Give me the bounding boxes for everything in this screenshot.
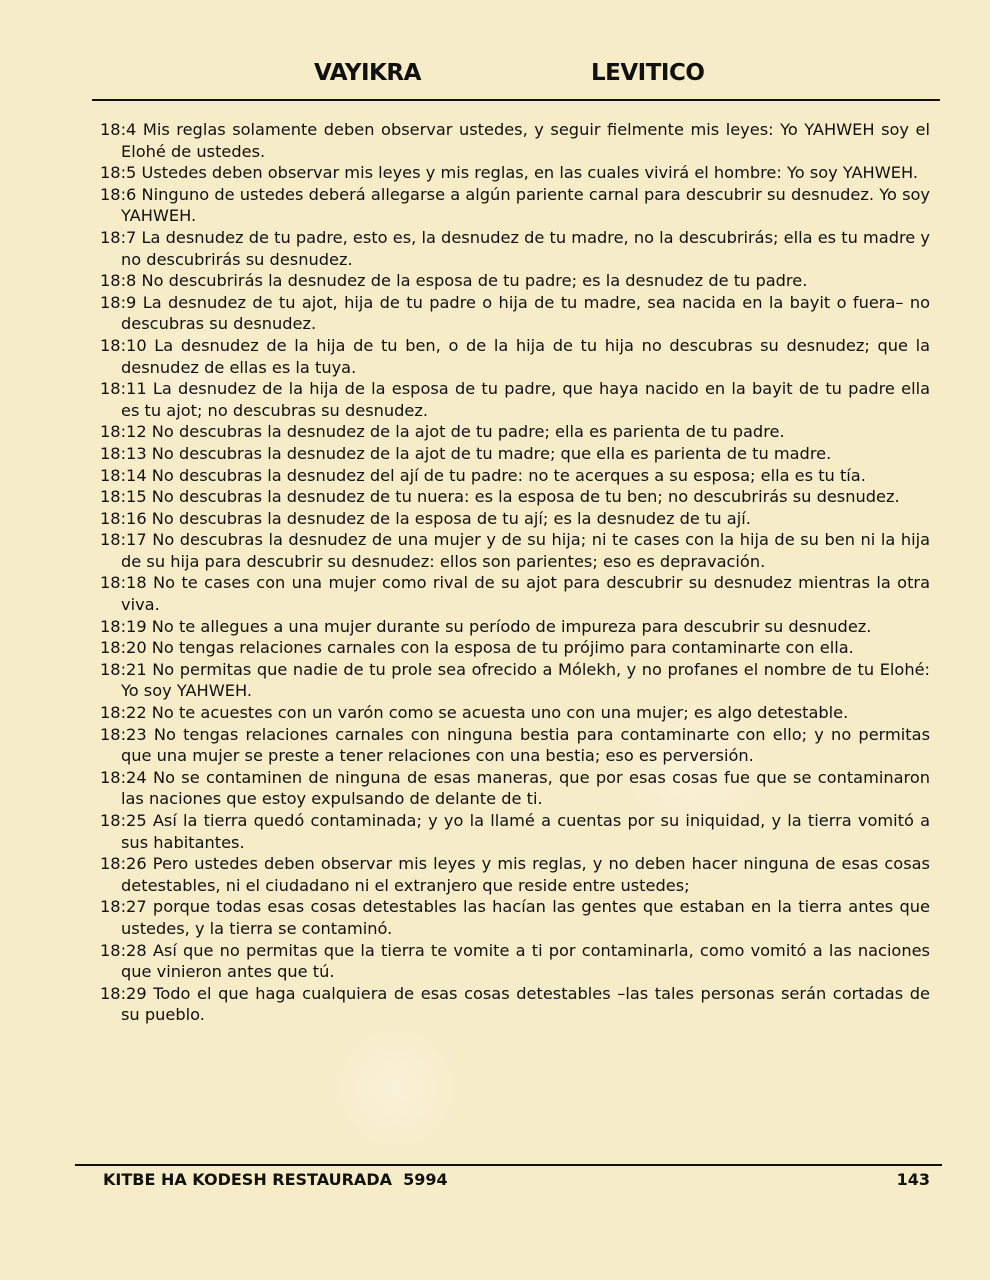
verse: 18:23 No tengas relaciones carnales con ninguna bestia para contaminarte con ello; y no permitas que una mujer se preste a tener relaciones con una bestia; eso es perversión. — [100, 724, 930, 766]
verse: 18:16 No descubras la desnudez de la esposa de tu ají; es la desnudez de tu ají. — [100, 508, 751, 528]
verse: 18:29 Todo el que haga cualquiera de esas cosas detestables –las tales personas serán cortadas de su pueblo. — [100, 983, 930, 1025]
verse: 18:17 No descubras la desnudez de una mujer y de su hija; ni te cases con la hija de su ben ni la hija de su hija para descubrir su desnudez: ellos son parientes; eso es depravación. — [100, 530, 930, 571]
verse-list — [100, 119, 930, 1026]
verse: 18:4 Mis reglas solamente deben observar ustedes, y seguir fielmente mis leyes: Yo YAHWEH soy el Elohé de ustedes. — [100, 120, 930, 161]
page-footer — [103, 1170, 930, 1194]
verse: 18:27 porque todas esas cosas detestables las hacían las gentes que estaban en la tierra antes que ustedes, y la tierra se contaminó. — [100, 897, 930, 938]
verse: 18:14 No descubras la desnudez del ají de tu padre: no te acerques a su esposa; ella es tu tía. — [100, 465, 866, 485]
verse: 18:10 La desnudez de la hija de tu ben, o de la hija de tu hija no descubras su desnudez; que la desnudez de ellas es la tuya. — [100, 335, 930, 377]
verse: 18:5 Ustedes deben observar mis leyes y mis reglas, en las cuales vivirá el hombre: Yo soy YAHWEH. — [100, 163, 918, 183]
verse: 18:21 No permitas que nadie de tu prole sea ofrecido a Mólekh, y no profanes el nombre de tu Elohé: Yo soy YAHWEH. — [100, 659, 930, 701]
footer-divider — [75, 1164, 942, 1166]
verse: 18:22 No te acuestes con un varón como se acuesta uno con una mujer; es algo detestable. — [100, 703, 849, 723]
verse: 18:15 No descubras la desnudez de tu nuera: es la esposa de tu ben; no descubrirás su desnudez. — [100, 487, 900, 507]
page-header — [0, 56, 990, 92]
header-divider — [92, 99, 940, 101]
verse: 18:7 La desnudez de tu padre, esto es, la desnudez de tu madre, no la descubrirás; ella es tu madre y no descubrirás su desnudez. — [100, 227, 930, 269]
verse: 18:24 No se contaminen de ninguna de esas maneras, que por esas cosas fue que se contaminaron las naciones que estoy expulsando de delante de ti. — [100, 767, 930, 809]
verse: 18:25 Así la tierra quedó contaminada; y yo la llamé a cuentas por su iniquidad, y la tierra vomitó a sus habitantes. — [100, 811, 930, 852]
verse: 18:19 No te allegues a una mujer durante su período de impureza para descubrir su desnudez. — [100, 616, 872, 636]
verse: 18:26 Pero ustedes deben observar mis leyes y mis reglas, y no deben hacer ninguna de esas cosas detestables, ni el ciudadano ni el extranjero que reside entre ustedes; — [100, 854, 930, 895]
verse: 18:9 La desnudez de tu ajot, hija de tu padre o hija de tu madre, sea nacida en la bayit o fuera– no descubras su desnudez. — [100, 292, 930, 334]
header-title-hebrew: VAYIKRA — [314, 60, 421, 86]
verse: 18:13 No descubras la desnudez de la ajot de tu madre; que ella es parienta de tu madre. — [100, 443, 832, 463]
book-title: KITBE HA KODESH RESTAURADA 5994 — [103, 1170, 448, 1189]
verse: 18:8 No descubrirás la desnudez de la esposa de tu padre; es la desnudez de tu padre. — [100, 271, 808, 291]
header-title-spanish: LEVITICO — [591, 60, 705, 86]
verse: 18:6 Ninguno de ustedes deberá allegarse a algún pariente carnal para descubrir su desnudez. Yo soy YAHWEH. — [100, 184, 930, 226]
verse: 18:12 No descubras la desnudez de la ajot de tu padre; ella es parienta de tu padre. — [100, 422, 785, 442]
verse: 18:11 La desnudez de la hija de la esposa de tu padre, que haya nacido en la bayit de tu padre ella es tu ajot; no descubras su desnudez. — [100, 379, 930, 420]
verse: 18:18 No te cases con una mujer como rival de su ajot para descubrir su desnudez mientras la otra viva. — [100, 573, 930, 615]
verse: 18:28 Así que no permitas que la tierra te vomite a ti por contaminarla, como vomitó a las naciones que vinieron antes que tú. — [100, 940, 930, 982]
verse: 18:20 No tengas relaciones carnales con la esposa de tu prójimo para contaminarte con ella. — [100, 638, 854, 658]
page-number: 143 — [896, 1170, 930, 1189]
